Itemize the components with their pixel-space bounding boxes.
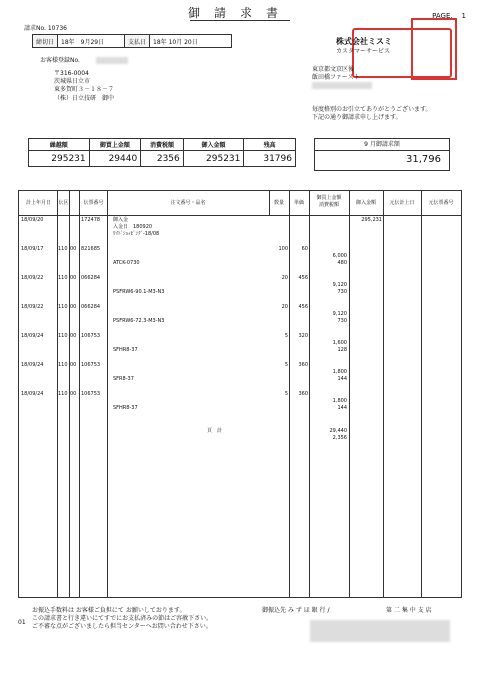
- cell-qty: 5: [284, 391, 288, 397]
- cell-tax: 128: [337, 347, 347, 353]
- summary-header: 繰越額: [29, 139, 90, 151]
- cell-date: 18/09/24: [21, 362, 44, 368]
- summary-header-row: [29, 139, 296, 151]
- cell-qty: 5: [284, 333, 288, 339]
- header-orig-date: 元伝計上日: [389, 200, 415, 206]
- customer-address2: 東多賀町３－１８－７: [54, 86, 115, 93]
- page-total-amount: 29,440: [329, 428, 347, 434]
- sender-address1: 東京都文京区後: [312, 66, 355, 73]
- cell-slip: 172478: [81, 217, 101, 223]
- bank-branch: 第 二 集 中 支 店: [386, 607, 432, 614]
- cell-ku: 110: [58, 275, 68, 281]
- col-divider: [79, 191, 80, 597]
- cell-slip: 106753: [81, 333, 101, 339]
- cell-tax: 730: [337, 318, 347, 324]
- cell-amount: 1,800: [332, 398, 347, 404]
- cell-date: 18/09/17: [21, 246, 44, 252]
- summary-value: 29440: [89, 151, 141, 167]
- summary-header: 消費税額: [141, 139, 184, 151]
- page-number: 1: [461, 12, 466, 20]
- cell-slip: 066284: [81, 275, 101, 281]
- cell-slip: 066284: [81, 304, 101, 310]
- cell-price: 360: [298, 362, 308, 368]
- cell-ku: 110: [58, 246, 68, 252]
- item-line: 入金日 180920: [113, 224, 153, 230]
- footer-note1: お振込手数料は お客様ご負担にて お願いしております。: [32, 607, 186, 614]
- item-code: SFHR8-37: [113, 405, 138, 411]
- col-divider: [309, 191, 310, 597]
- cell-slip: 106753: [81, 362, 101, 368]
- cell-amount: 9,120: [332, 282, 347, 288]
- invoice-number: 請求No. 10736: [24, 25, 67, 32]
- payment-date: 18年 10月 20日: [153, 38, 198, 46]
- document-title: 御請求書: [187, 6, 292, 20]
- summary-value: 295231: [29, 151, 90, 167]
- payment-label: 支払日: [125, 35, 150, 47]
- cell-price: 360: [298, 391, 308, 397]
- cell-sub: 00: [70, 304, 77, 310]
- bill-amount-box: [314, 138, 450, 171]
- bill-amount: 31,796: [406, 154, 441, 165]
- cell-price: 60: [301, 246, 308, 252]
- sender-dept: カスタマーサービス: [336, 48, 391, 55]
- summary-header: 残高: [244, 139, 296, 151]
- cell-amount: 9,120: [332, 311, 347, 317]
- header-amount: 御買上金額 消費税額: [316, 195, 342, 208]
- item-code: PSFRW6-72.3-M3-N3: [113, 318, 165, 324]
- item-line: 御入金: [113, 217, 129, 223]
- footer-note2: この請求書と行き違いにてすでにお支払済みの節はご容赦下さい。: [32, 615, 213, 622]
- summary-value-row: [29, 151, 296, 167]
- item-code: SFR8-37: [113, 376, 134, 382]
- cell-price: 456: [298, 275, 308, 281]
- summary-value: 31796: [244, 151, 296, 167]
- date-box: [32, 34, 232, 48]
- cell-amount: 6,000: [332, 253, 347, 259]
- redacted-account: [310, 620, 450, 642]
- cell-qty: 20: [281, 275, 288, 281]
- cell-price: 456: [298, 304, 308, 310]
- closing-date: 18年 9月29日: [58, 35, 125, 47]
- col-divider: [383, 191, 384, 597]
- greeting-line2: 下記の通り御請求申し上げます。: [312, 114, 402, 121]
- col-divider: [349, 191, 350, 597]
- greeting-line1: 毎度格別のお引立てありがとうございます。: [312, 106, 432, 113]
- title-underline: [190, 20, 290, 21]
- cell-date: 18/09/20: [21, 217, 44, 223]
- closing-label: 締切日: [33, 35, 58, 47]
- cell-amount: 1,600: [332, 340, 347, 346]
- redacted-sender-phone: [312, 82, 372, 89]
- sender-company: 株式会社ミスミ: [336, 37, 392, 46]
- footer-note3: ご不審な点がございましたら担当センターへお問い合わせ下さい。: [32, 623, 212, 630]
- header-slip: 伝票番号: [83, 200, 104, 206]
- header-item: 注文番号・品名: [170, 200, 206, 206]
- cell-tax: 730: [337, 289, 347, 295]
- page-total-label: 頁 計: [207, 428, 223, 434]
- cell-tax: 480: [337, 260, 347, 266]
- sender-address2: 飯田橋ファースト: [312, 74, 360, 81]
- page-label: PAGE.: [432, 12, 453, 20]
- header-ku: 伝区: [58, 200, 69, 206]
- customer-address1: 茨城県日立市: [54, 78, 91, 85]
- col-divider: [421, 191, 422, 597]
- summary-table: [28, 138, 296, 167]
- customer-postal: 〒316-0004: [54, 70, 89, 77]
- redacted-reg-number: [96, 57, 128, 64]
- item-code: PSFRW6-90.1-M3-N3: [113, 289, 165, 295]
- customer-reg-label: お客様登録No.: [40, 57, 80, 64]
- item-code: SFHR8-37: [113, 347, 138, 353]
- header-orig-slip: 元伝票番号: [428, 200, 454, 206]
- cell-ku: 110: [58, 304, 68, 310]
- line-items-table: [18, 190, 462, 598]
- cell-qty: 20: [281, 304, 288, 310]
- cell-date: 18/09/24: [21, 333, 44, 339]
- item-code: ATCK-0730: [113, 260, 140, 266]
- cell-sub: 00: [70, 391, 77, 397]
- cell-ku: 110: [58, 362, 68, 368]
- cell-slip: 821685: [81, 246, 101, 252]
- item-code: ﾜｲﾄﾞｼｮｯﾋﾟﾝｸﾞ-18/08: [113, 231, 160, 237]
- cell-ku: 110: [58, 333, 68, 339]
- cell-paid: 295,231: [361, 217, 382, 223]
- bank-info: 御振込先 み ず ほ 銀 行 /: [262, 607, 330, 614]
- seal-stamp: [411, 18, 457, 80]
- cell-sub: 00: [70, 333, 77, 339]
- summary-value: 2356: [141, 151, 184, 167]
- cell-sub: 00: [70, 246, 77, 252]
- header-qty: 数量: [273, 200, 284, 206]
- customer-name: （株）日立技研 御中: [54, 95, 115, 102]
- cell-date: 18/09/22: [21, 275, 44, 281]
- header-date: 計上年月日: [25, 200, 51, 206]
- cell-tax: 144: [337, 376, 347, 382]
- bill-label: 9 月御請求額: [315, 139, 449, 151]
- header-paid: 御入金額: [355, 200, 376, 206]
- page-total-tax: 2,356: [332, 435, 347, 441]
- summary-value: 295231: [183, 151, 244, 167]
- cell-slip: 106753: [81, 391, 101, 397]
- cell-tax: 144: [337, 405, 347, 411]
- footer-code: 01: [18, 619, 26, 626]
- cell-price: 320: [298, 333, 308, 339]
- summary-header: 御買上金額: [89, 139, 141, 151]
- cell-ku: 110: [58, 391, 68, 397]
- header-price: 単価: [293, 200, 304, 206]
- cell-qty: 100: [278, 246, 288, 252]
- col-divider: [107, 191, 108, 597]
- summary-header: 御入金額: [183, 139, 244, 151]
- cell-amount: 1,800: [332, 369, 347, 375]
- cell-sub: 00: [70, 275, 77, 281]
- cell-date: 18/09/24: [21, 391, 44, 397]
- cell-qty: 5: [284, 362, 288, 368]
- cell-date: 18/09/22: [21, 304, 44, 310]
- cell-sub: 00: [70, 362, 77, 368]
